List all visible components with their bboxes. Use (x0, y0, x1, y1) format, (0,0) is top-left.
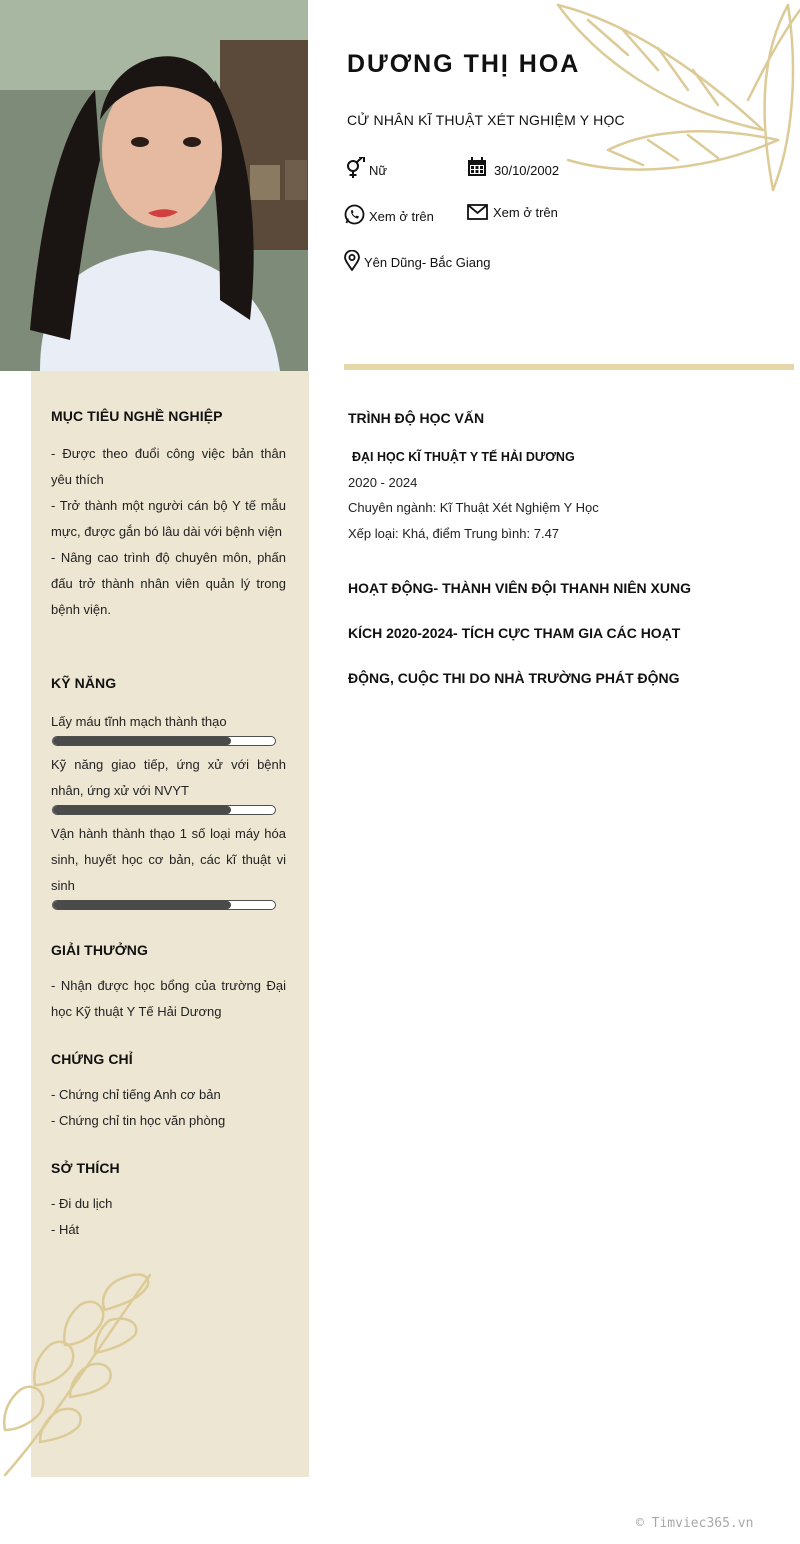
skill-progress-bar (52, 736, 276, 746)
education-school: ĐẠI HỌC KĨ THUẬT Y TẾ HẢI DƯƠNG (352, 450, 575, 464)
profile-photo (0, 0, 308, 371)
education-rank: Xếp loại: Khá, điểm Trung bình: 7.47 (348, 526, 560, 541)
watermark: © Timviec365.vn (636, 1516, 754, 1531)
objective-text: - Được theo đuổi công việc bản thân yêu thích - Trở thành một người cán bộ Y tế mẫu mực, được gắn bó lâu dài với bệnh viện - Nâng cao trình độ chuyên môn, phấn đấu trở thành nhân viên quản lý trong bệnh viện. (51, 446, 286, 617)
skill-label: Kỹ năng giao tiếp, ứng xử với bệnh nhân, ứng xử với NVYT (51, 757, 286, 798)
education-heading: TRÌNH ĐỘ HỌC VẤN (348, 410, 485, 426)
activities-line: KÍCH 2020-2024- TÍCH CỰC THAM GIA CÁC HOẠT (348, 625, 681, 641)
education-years: 2020 - 2024 (348, 475, 418, 490)
skill-label: Lấy máu tĩnh mạch thành thạo (51, 714, 227, 729)
gender-value: Nữ (369, 163, 388, 178)
phone-value: Xem ở trên (369, 209, 434, 224)
objective-heading: MỤC TIÊU NGHỀ NGHIỆP (51, 408, 223, 424)
activities-line: HOẠT ĐỘNG- THÀNH VIÊN ĐỘI THANH NIÊN XUNG (348, 580, 691, 596)
location-pin-icon (344, 250, 360, 271)
skill-progress-fill (53, 737, 231, 745)
skills-heading: KỸ NĂNG (51, 675, 117, 691)
phone-icon (344, 204, 365, 225)
hobbies-text: - Đi du lịch - Hát (51, 1196, 113, 1237)
activities-line: ĐỘNG, CUỘC THI DO NHÀ TRƯỜNG PHÁT ĐỘNG (348, 670, 680, 686)
address-value: Yên Dũng- Bắc Giang (364, 255, 491, 270)
skill-label: Vận hành thành thạo 1 số loại máy hóa sinh, huyết học cơ bản, các kĩ thuật vi sinh (51, 826, 286, 893)
email-value: Xem ở trên (493, 205, 558, 220)
email-icon (467, 204, 488, 220)
calendar-icon (467, 157, 487, 177)
leaf-decoration-top (548, 0, 800, 200)
candidate-title: CỬ NHÂN KĨ THUẬT XÉT NGHIỆM Y HỌC (347, 112, 625, 128)
leaf-decoration-bottom (0, 1265, 160, 1480)
certificates-text: - Chứng chỉ tiếng Anh cơ bản - Chứng chỉ tin học văn phòng (51, 1087, 226, 1128)
candidate-name: DƯƠNG THỊ HOA (347, 50, 581, 78)
hobbies-heading: SỞ THÍCH (51, 1160, 120, 1176)
awards-heading: GIẢI THƯỞNG (51, 942, 148, 958)
skill-progress-bar (52, 900, 276, 910)
dob-value: 30/10/2002 (494, 163, 560, 178)
header-divider (344, 364, 794, 370)
skill-progress-fill (53, 901, 231, 909)
gender-icon (344, 157, 366, 179)
skill-progress-bar (52, 805, 276, 815)
education-major: Chuyên ngành: Kĩ Thuật Xét Nghiệm Y Học (348, 500, 599, 515)
certificates-heading: CHỨNG CHỈ (51, 1051, 133, 1067)
awards-text: - Nhận được học bổng của trường Đại học Kỹ thuật Y Tế Hải Dương (51, 978, 286, 1019)
skill-progress-fill (53, 806, 231, 814)
